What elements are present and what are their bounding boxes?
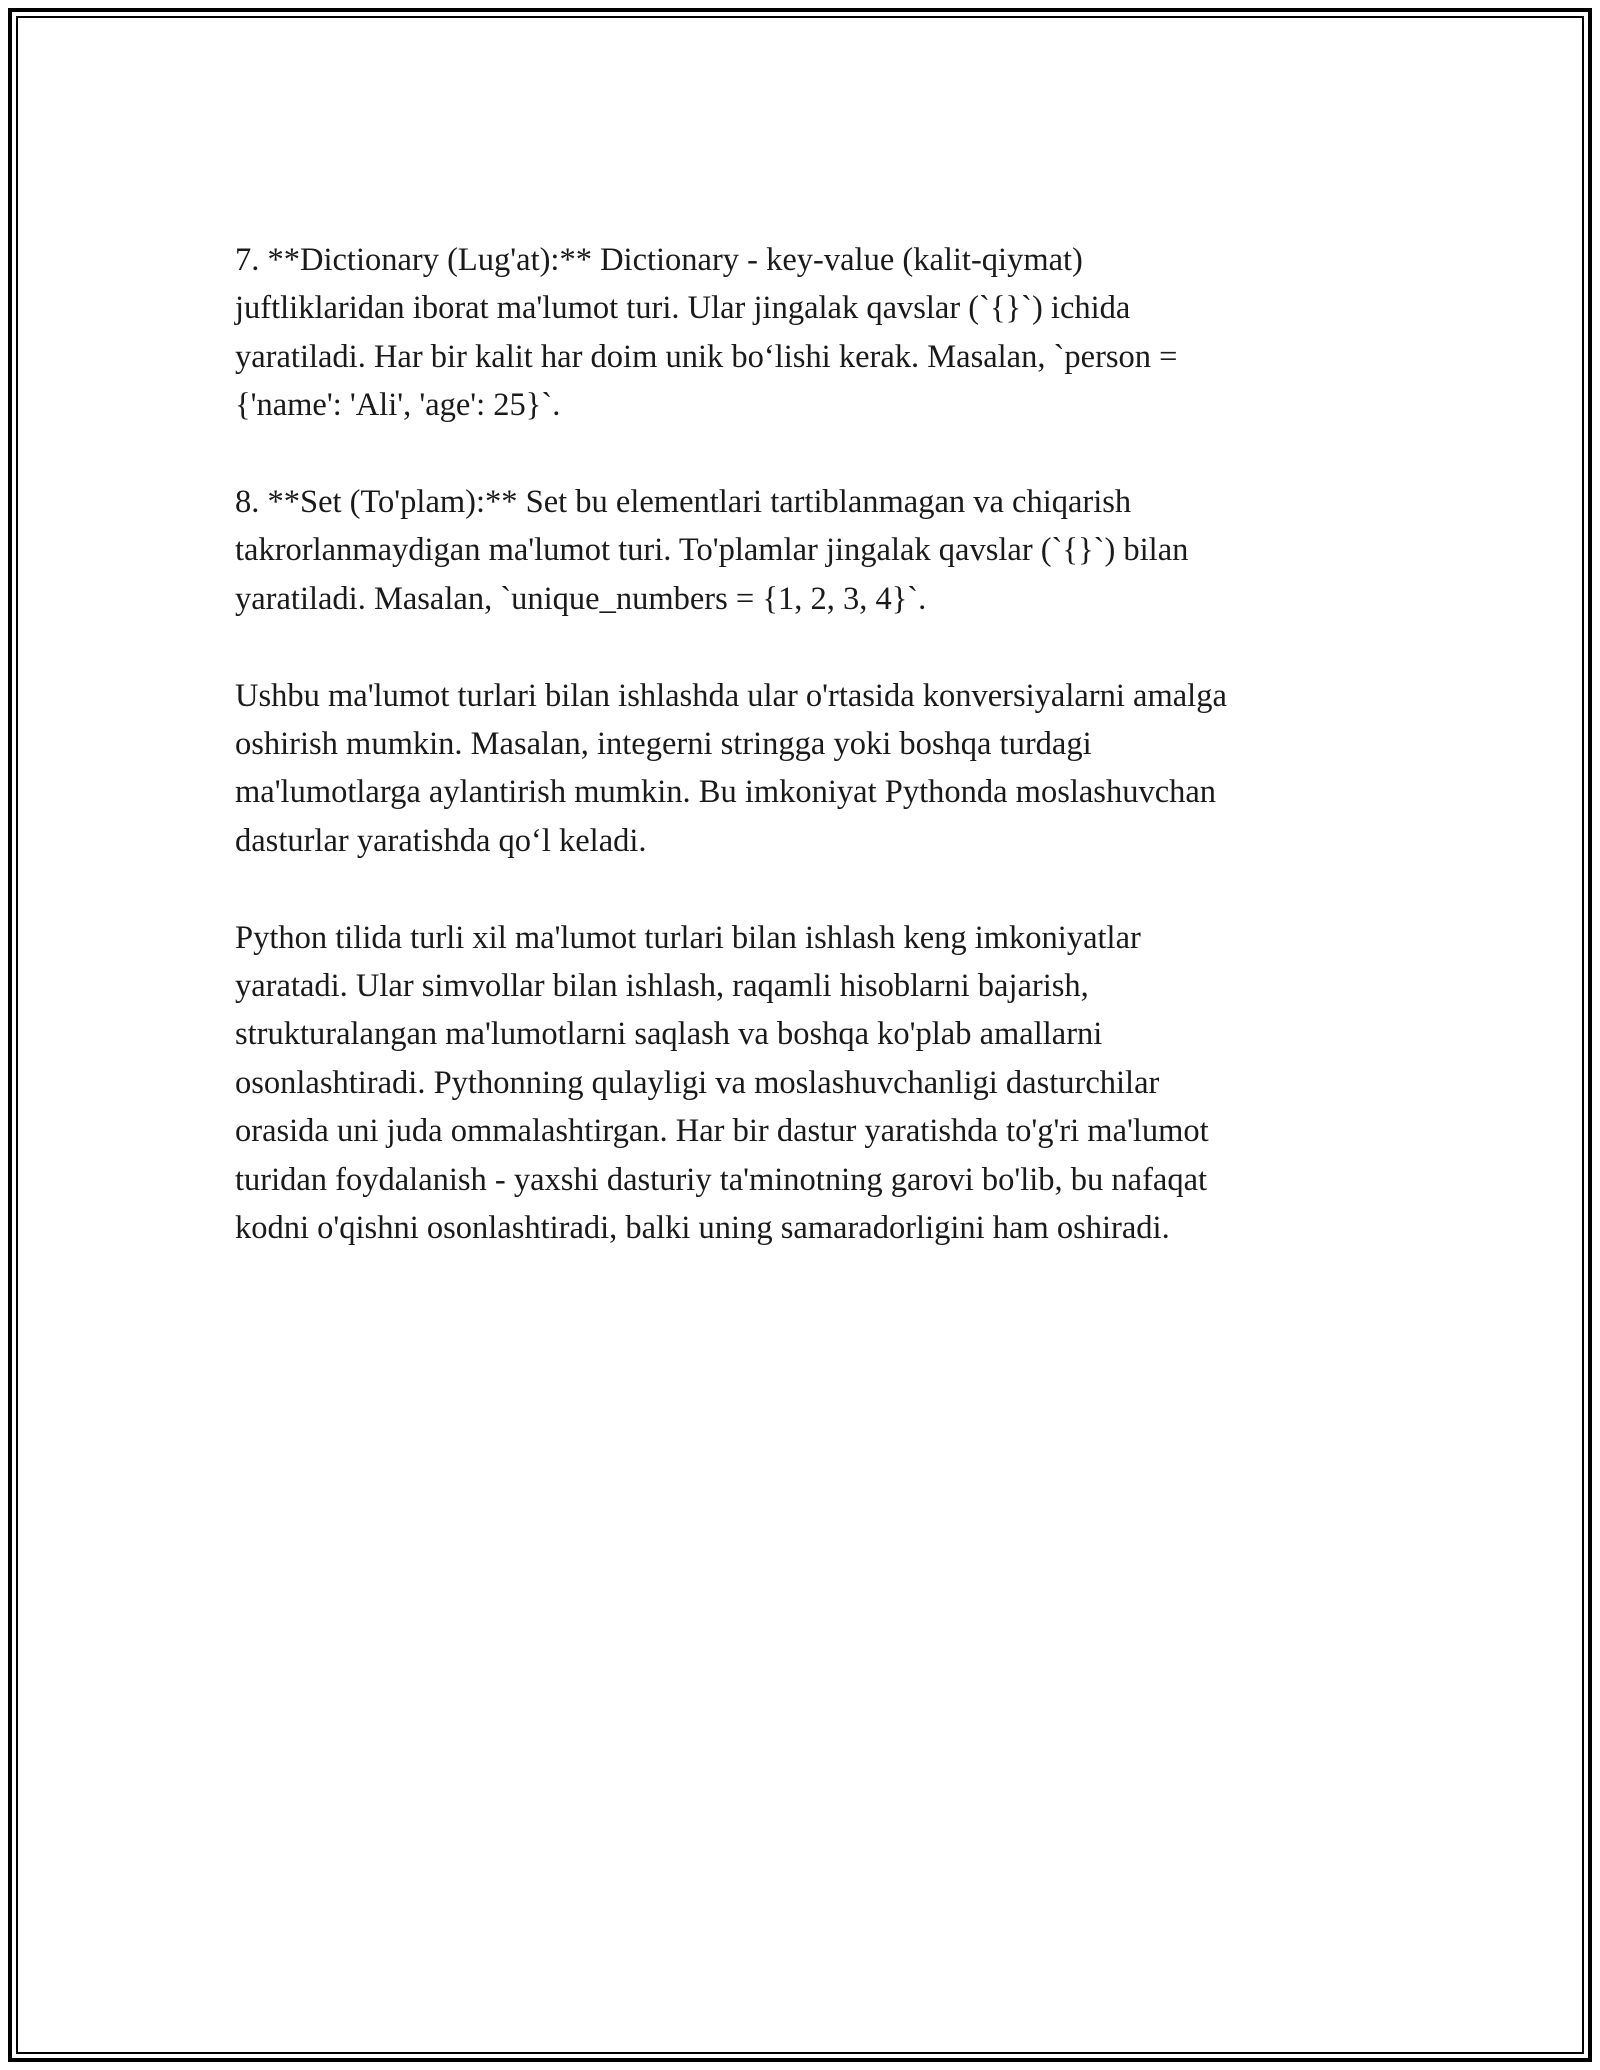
text-line: dasturlar yaratishda qo‘l keladi. (235, 822, 647, 859)
text-line: yaratiladi. Har bir kalit har doim unik bo‘lishi kerak. Masalan, `person = (235, 338, 1178, 375)
text-line: osonlashtiradi. Pythonning qulayligi va moslashuvchanligi dasturchilar (235, 1064, 1160, 1101)
text-line: juftliklaridan iborat ma'lumot turi. Ular jingalak qavslar (`{}`) ichida (235, 290, 1131, 327)
text-line: Ushbu ma'lumot turlari bilan ishlashda ular o'rtasida konversiyalarni amalga (235, 677, 1227, 714)
text-line: oshirish mumkin. Masalan, integerni stringga yoki boshqa turdagi (235, 726, 1092, 763)
text-line: {'name': 'Ali', 'age': 25}`. (235, 387, 561, 424)
paragraph-set (235, 478, 1370, 623)
text-line: turidan foydalanish - yaxshi dasturiy ta'minotning garovi bo'lib, bu nafaqat (235, 1161, 1208, 1198)
text-line: Python tilida turli xil ma'lumot turlari bilan ishlash keng imkoniyatlar (235, 919, 1141, 956)
text-line: takrorlanmaydigan ma'lumot turi. To'plamlar jingalak qavslar (`{}`) bilan (235, 532, 1189, 569)
text-line: ma'lumotlarga aylantirish mumkin. Bu imkoniyat Pythonda moslashuvchan (235, 774, 1217, 811)
paragraph-conclusion (235, 914, 1370, 1253)
text-line: 7. **Dictionary (Lug'at):** Dictionary - key-value (kalit-qiymat) (235, 242, 1083, 278)
text-line: strukturalangan ma'lumotlarni saqlash va boshqa ko'plab amallarni (235, 1016, 1103, 1053)
paragraph-conversion (235, 672, 1370, 866)
text-line: yaratadi. Ular simvollar bilan ishlash, raqamli hisoblarni bajarish, (235, 968, 1089, 1005)
document-body (235, 236, 1370, 1301)
text-line: kodni o'qishni osonlashtiradi, balki uning samaradorligini ham oshiradi. (235, 1210, 1170, 1247)
text-line: 8. **Set (To'plam):** Set bu elementlari tartiblanmagan va chiqarish (235, 484, 1132, 521)
paragraph-dictionary (235, 236, 1370, 430)
text-line: yaratiladi. Masalan, `unique_numbers = {1, 2, 3, 4}`. (235, 580, 927, 617)
text-line: orasida uni juda ommalashtirgan. Har bir dastur yaratishda to'g'ri ma'lumot (235, 1113, 1209, 1150)
